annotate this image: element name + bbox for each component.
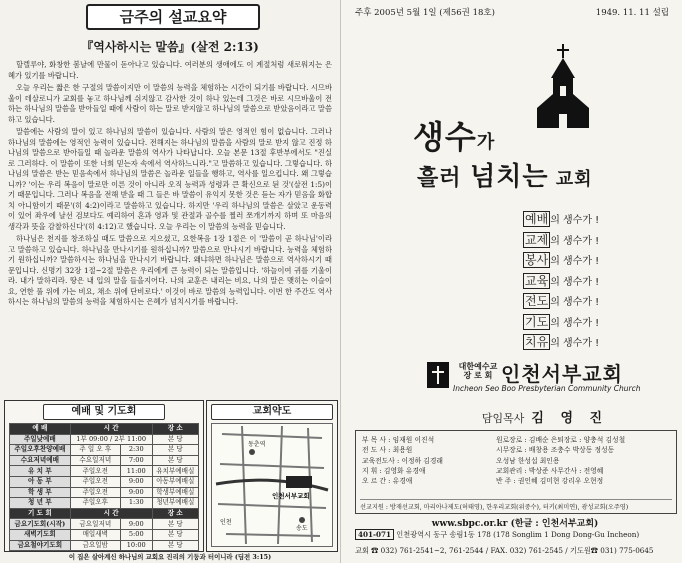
table-cell: 본 당 bbox=[152, 540, 198, 551]
zipcode: 401-071 bbox=[355, 529, 394, 540]
table-row bbox=[10, 466, 199, 477]
staff-line: 교회관리 : 박상준 사무간사 : 전영혜 bbox=[496, 466, 604, 475]
table-header: 시 간 bbox=[70, 508, 152, 519]
church-name-en: Incheon Seo Boo Presbyterian Community Church bbox=[453, 384, 641, 393]
table-row bbox=[10, 476, 199, 487]
table-cell: 9:00 bbox=[120, 487, 152, 498]
table-row bbox=[10, 519, 199, 530]
table-cell: 주일오전 bbox=[70, 466, 120, 477]
table-cell: 유치부예배실 bbox=[152, 466, 198, 477]
worship-schedule-box bbox=[4, 400, 204, 552]
slogan-rest: 의 생수가 ! bbox=[550, 215, 600, 226]
table-cell: 7:00 bbox=[120, 455, 152, 466]
list-item bbox=[523, 292, 599, 313]
headline-part: 흘러 bbox=[417, 166, 471, 191]
staff-line: 원로장로 : 김배순 은퇴장로 : 양충석 김성철 bbox=[496, 436, 626, 444]
table-cell: 수요일저녁 bbox=[70, 455, 120, 466]
staff-line: 오성남 한성섭 최인용 bbox=[496, 456, 560, 465]
slogan-key: 치유 bbox=[525, 335, 549, 349]
table-row bbox=[10, 540, 199, 551]
address-text: 인천광역시 동구 송림1동 178 (178 Songlim 1 Dong Dong-Gu Incheon) bbox=[396, 530, 640, 539]
list-item bbox=[523, 251, 599, 272]
address bbox=[355, 530, 675, 540]
left-page bbox=[0, 0, 340, 563]
table-cell: 아동부예배실 bbox=[152, 476, 198, 487]
table-cell: 주 일 오 후 bbox=[70, 445, 120, 456]
sermon-paragraph: 오늘 우리는 짧은 한 구절의 말씀이지만 이 말씀의 능력을 체험하는 시간이 되기를 바랍니다. 시므바울이 데살로니가 교회를 놓고 하나님께 쉬지않고 감사한 것이 하나 있는데 그것은 바로 시므바울이 전하는 하나님의 말씀을 받아들일 때에 사람이 하는 말로 받지않고 하나님의 말씀으로 받았음이라고 말씀하고 있습니다. bbox=[8, 83, 332, 124]
table-cell: 금요일저녁 bbox=[70, 519, 120, 530]
staff-line: 지 휘 : 김영화 유경애 bbox=[362, 466, 426, 475]
list-item bbox=[523, 272, 599, 293]
map-box bbox=[206, 400, 338, 552]
map-drawing bbox=[212, 424, 332, 546]
slogan-key: 전도 bbox=[525, 294, 549, 308]
slogan-key: 예배 bbox=[525, 212, 549, 226]
table-cell: 본 당 bbox=[152, 529, 198, 540]
table-header: 장 소 bbox=[152, 424, 198, 435]
staff-line: 시무장로 : 배창용 조충수 박상동 정성동 bbox=[496, 446, 615, 455]
worship-table bbox=[9, 423, 199, 551]
table-cell: 금요철야기도회 bbox=[10, 540, 71, 551]
slogan-rest: 의 생수가 ! bbox=[550, 317, 600, 329]
list-item bbox=[523, 313, 599, 334]
table-cell: 청년부예배실 bbox=[152, 498, 198, 509]
church-steeple-icon bbox=[535, 44, 591, 144]
pastor-name: 김 영 진 bbox=[531, 411, 609, 426]
established-date: 1949. 11. 11 설립 bbox=[595, 8, 669, 18]
slogan-rest: 의 생수가 ! bbox=[550, 235, 600, 247]
denomination-line: 장 로 회 bbox=[463, 371, 493, 380]
website-link[interactable]: www.sbpc.or.kr (한글 : 인천서부교회) bbox=[431, 519, 599, 529]
map-label: 인천서부교회 bbox=[272, 492, 310, 500]
staff-line: 교육전도사 : 이정하 김경래 bbox=[362, 456, 443, 465]
table-cell: 1부 09:00 / 2부 11:00 bbox=[70, 434, 152, 445]
table-cell: 5:00 bbox=[120, 529, 152, 540]
table-row bbox=[10, 455, 199, 466]
pastor-label: 담임목사 bbox=[481, 412, 525, 425]
table-cell: 금요기도회(시작) bbox=[10, 519, 71, 530]
church-map bbox=[211, 423, 333, 547]
table-row bbox=[10, 529, 199, 540]
list-item bbox=[523, 231, 599, 252]
table-cell: 학생부예배실 bbox=[152, 487, 198, 498]
table-cell: 새벽기도회 bbox=[10, 529, 71, 540]
slogan-list bbox=[523, 210, 599, 354]
right-page bbox=[340, 0, 682, 563]
table-cell: 본 당 bbox=[152, 519, 198, 530]
church-name: 인천서부교회 bbox=[501, 362, 623, 386]
staff-box bbox=[355, 430, 677, 514]
denomination-logo-icon bbox=[427, 362, 449, 388]
senior-pastor bbox=[415, 407, 675, 426]
staff-column-1 bbox=[362, 435, 443, 486]
headline-line1 bbox=[413, 112, 495, 158]
missionaries-line: 선교지원 : 방재선교회, 마리아나제도(허태영), 한우리교회(위중수), 터키(최미연), 광성교회(오주영) bbox=[360, 499, 672, 511]
table-cell: 아 동 부 bbox=[10, 476, 71, 487]
footer-verse: 이 집은 살아계신 하나님의 교회요 진리의 기둥과 터이니라 (딤전 3:15) bbox=[68, 553, 272, 561]
table-header: 예 배 bbox=[10, 424, 71, 435]
sermon-paragraph: 할렐루야, 화창한 봄날에 만물이 돋아나고 있습니다. 여러분의 생애에도 이 계절처럼 새로워지는 은혜가 있기를 바랍니다. bbox=[8, 60, 332, 80]
map-label: 송도 bbox=[296, 525, 308, 532]
table-cell: 주일낮예배 bbox=[10, 434, 71, 445]
headline-part: 가 bbox=[476, 132, 496, 153]
table-cell: 유 치 부 bbox=[10, 466, 71, 477]
slogan-key: 교제 bbox=[525, 232, 549, 247]
sermon-heading: 『역사하시는 말씀』(살전 2:13) bbox=[81, 40, 259, 54]
sermon-body bbox=[8, 60, 332, 310]
headline-part: 교회 bbox=[548, 169, 593, 190]
staff-line: 부 목 사 : 임재원 이진석 bbox=[362, 436, 435, 444]
table-cell: 매일새벽 bbox=[70, 529, 120, 540]
slogan-rest: 의 생수가 ! bbox=[550, 276, 600, 288]
table-cell: 금요일밤 bbox=[70, 540, 120, 551]
headline-part: 생수 bbox=[413, 118, 477, 156]
list-item bbox=[523, 333, 599, 354]
table-cell bbox=[152, 434, 198, 445]
table-row bbox=[10, 487, 199, 498]
table-row bbox=[10, 445, 199, 456]
table-header: 장 소 bbox=[152, 508, 198, 519]
sermon-paragraph: 말씀에는 사람의 말이 있고 하나님의 말씀이 있습니다. 사람의 말은 영적인 힘이 없습니다. 그러나 하나님의 말씀에는 영적인 능력이 있습니다. 전해지는 하나님의 말씀을 사람의 말로 받지 않고 진정 하나님의 말씀으로 받아들일 때 놀라운 말씀의 역사가 나타납니다. 오늘 본문 13절 후반부에서도 "진실로 그러하다. 이 말씀이 또한 너희 믿는자 속에서 역사하느니라."고 말씀하고 있습니다. 그렇습니다. 하나님의 말씀은 받는 믿음속에서 하나님의 말씀은 놀라운 일들을 행하고, 역사를 일으킵니다. 왜 그렇습니까? '이는 우리 복음이 말로만 이른 것이 아니라 오직 능력과 성령과 큰 확신으로 된 것'(살전 1:5)이기 때문입니다. 그러나 복음을 전해 받을 때 그 들은 바 말씀이 유익지 못한 것은 듣는 자가 믿음을 화합치 아니함이기 때문'(히 4:2)이라고 말씀하고 있습니다. 하지만 '우리 하나님의 말씀은 살았고 운동력이 있어 좌우에 날선 검보다도 예리하여 혼과 영과 및 관절과 골수를 찔러 쪼개기까지 하며 또 마음의 생각과 뜻을 감찰하신다'(히 4:12)고 했습니다. 오늘 우리는 이 말씀의 능력을 믿습니다. bbox=[8, 127, 332, 231]
headline-part: 넘치는 bbox=[470, 162, 549, 192]
slogan-rest: 의 생수가 ! bbox=[550, 338, 600, 349]
list-item bbox=[523, 210, 599, 231]
table-cell: 주일오전 bbox=[70, 476, 120, 487]
slogan-key: 봉사 bbox=[525, 253, 549, 267]
table-cell: 주일오후 bbox=[70, 498, 120, 509]
slogan-rest: 의 생수가 ! bbox=[550, 256, 600, 267]
phone-numbers: 교회 ☎ 032) 761-2541~2, 761-2544 / FAX. 032) 761-2545 / 기도원☎ 031) 775-0645 bbox=[355, 546, 654, 555]
table-cell: 본 당 bbox=[152, 455, 198, 466]
table-header: 시 간 bbox=[70, 424, 152, 435]
denomination-line: 대한예수교 bbox=[458, 362, 498, 371]
section-title: 금주의 설교요약 bbox=[86, 4, 260, 30]
map-label: 동춘역 bbox=[248, 441, 266, 448]
staff-line: 전 도 사 : 최용원 bbox=[362, 446, 413, 455]
headline-line2 bbox=[417, 156, 593, 193]
table-cell: 청 년 부 bbox=[10, 498, 71, 509]
table-row bbox=[10, 434, 199, 445]
table-cell: 2:30 bbox=[120, 445, 152, 456]
map-title: 교회약도 bbox=[211, 404, 333, 420]
table-cell-part: 본 bbox=[167, 434, 175, 443]
staff-line: 오 르 간 : 유경애 bbox=[362, 477, 413, 486]
denomination bbox=[453, 362, 503, 380]
staff-column-2 bbox=[496, 435, 625, 486]
table-cell: 1:30 bbox=[120, 498, 152, 509]
table-cell: 본 당 bbox=[152, 445, 198, 456]
table-cell: 10:00 bbox=[120, 540, 152, 551]
issue-date: 주후 2005년 5월 1일 (제56권 18호) bbox=[355, 8, 495, 18]
table-cell: 수요저녁예배 bbox=[10, 455, 71, 466]
table-cell: 9:00 bbox=[120, 519, 152, 530]
table-cell: 주일오전 bbox=[70, 487, 120, 498]
table-cell-part: 당 bbox=[176, 434, 183, 443]
church-marker bbox=[286, 476, 312, 488]
slogan-rest: 의 생수가 ! bbox=[550, 297, 600, 308]
table-cell: 주일오후찬양예배 bbox=[10, 445, 71, 456]
slogan-key: 교육 bbox=[525, 273, 549, 288]
worship-schedule-title: 예배 및 기도회 bbox=[43, 404, 165, 420]
table-row bbox=[10, 498, 199, 509]
table-cell: 11:00 bbox=[120, 466, 152, 477]
table-cell: 학 생 부 bbox=[10, 487, 71, 498]
sermon-paragraph: 하나님은 천지를 창조하실 때도 말씀으로 지으셨고, 요한복음 1장 1절은 이 '말씀이 곧 하나님'이라고 말씀하고 있습니다. 하나님을 만나시기를 원하십니까? 말씀으로 만나시기 바랍니다. 능력을 체험하기 원하십니까? 말씀하시는 하나님을 만나시기 바랍니다. 왜냐하면 하나님은 말씀으로 역사하시기 때문입니다. 신명기 32장 1절~2절 말씀은 우리에게 큰 능력이 되는 말씀입니다. '하늘이여 귀를 기울이라. 내가 말하리라. 땅은 내 입의 말을 들을지어다. 나의 교훈은 내리는 비요, 나의 말은 맺히는 이슬이요, 연한 풀 위에 가는 비요, 채소 위에 단비로다.' 이것이 바로 말씀의 능력입니다. 이번 한 주간도 역사하시는 하나님의 말씀의 능력을 체험하시는 은혜가 넘치시기를 바랍니다. bbox=[8, 234, 332, 306]
staff-line: 반 주 : 권인혜 김미현 강리우 오현정 bbox=[496, 477, 604, 486]
slogan-key: 기도 bbox=[525, 314, 549, 329]
table-cell: 9:00 bbox=[120, 476, 152, 487]
table-header: 기 도 회 bbox=[10, 508, 71, 519]
map-label: 인천 bbox=[220, 519, 232, 526]
